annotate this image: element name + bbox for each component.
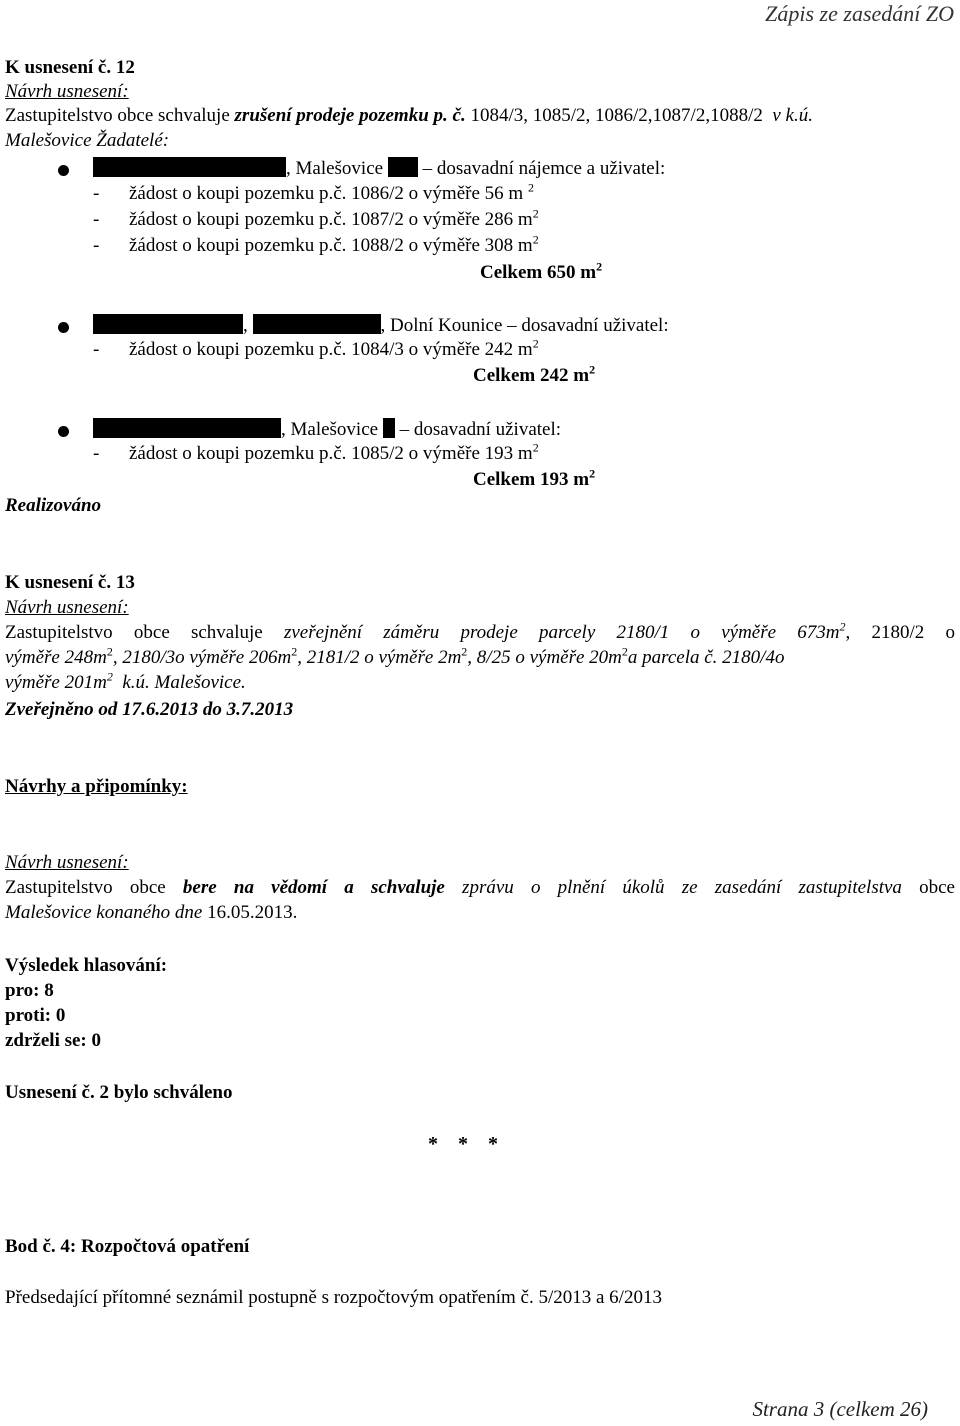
resolution-12-proposal-label: Návrh usnesení: (5, 81, 129, 102)
redacted-name (253, 314, 381, 334)
report-text-line1: Zastupitelstvo obce bere na vědomí a schvaluje zprávu o plnění úkolů ze zasedání zastupitelstva obce (5, 877, 955, 898)
item-4-heading: Bod č. 4: Rozpočtová opatření (5, 1236, 250, 1257)
applicant-2: , , Dolní Kounice – dosavadní uživatel: (93, 314, 669, 337)
resolution-12-status: Realizováno (5, 495, 102, 516)
item-4-text: Předsedající přítomné seznámil postupně s rozpočtovým opatřením č. 5/2013 a 6/2013 (5, 1287, 662, 1308)
resolution-13-published: Zveřejněno od 17.6.2013 do 3.7.2013 (5, 699, 294, 720)
vote-abstain: zdrželi se: 0 (5, 1030, 102, 1051)
resolution-12-heading: K usnesení č. 12 (5, 57, 135, 78)
applicant-3-item: - žádost o koupi pozemku p.č. 1085/2 o výměře 193 $m^2$ (93, 440, 539, 464)
resolution-13-text-line2: výměře $248m^2$, 2180/3o výměře $206m^2$, 2181/2 o výměře $2m^2$, 8/25 o výměře $20m^2a$ parcela č. 2180/4o (5, 644, 785, 668)
bullet (58, 322, 69, 333)
resolution-13-proposal-label: Návrh usnesení: (5, 597, 129, 618)
applicant-1: , Malešovice – dosavadní nájemce a uživatel: (93, 157, 665, 180)
applicant-3: , Malešovice – dosavadní uživatel: (93, 418, 561, 441)
redacted-name (93, 314, 243, 334)
applicant-3-total: Celkem 193 $m^2$ (473, 466, 596, 490)
section-separator: * * * (428, 1133, 498, 1155)
bullet (58, 165, 69, 176)
applicant-1-item: - žádost o koupi pozemku p.č. 1087/2 o výměře 286 $m^2$ (93, 206, 539, 230)
resolution-12-text-line2: Malešovice Žadatelé: (5, 130, 170, 151)
resolution-13-text-line1: Zastupitelstvo obce schvaluje zveřejnění záměru prodeje parcely 2180/1 o výměře $673m^2$, 2180/2 o (5, 619, 955, 643)
applicant-2-item: - žádost o koupi pozemku p.č. 1084/3 o výměře 242 $m^2$ (93, 336, 539, 360)
redacted-house-number (383, 418, 395, 438)
redacted-name (93, 418, 281, 438)
report-text-line2: Malešovice konaného dne 16.05.2013. (5, 902, 298, 923)
applicant-1-total: Celkem 650 $m^2$ (480, 259, 603, 283)
resolution-13-text-line3: výměře $201m^2$ k.ú. Malešovice. (5, 669, 246, 693)
applicant-2-total: Celkem 242 $m^2$ (473, 362, 596, 386)
report-proposal-label: Návrh usnesení: (5, 852, 129, 873)
applicant-1-item: - žádost o koupi pozemku p.č. 1088/2 o výměře 308 $m^2$ (93, 232, 539, 256)
vote-against: proti: 0 (5, 1005, 66, 1026)
document-header-title: Zápis ze zasedání ZO (765, 1, 954, 26)
resolution-13-heading: K usnesení č. 13 (5, 572, 135, 593)
vote-for: pro: 8 (5, 980, 54, 1001)
vote-heading: Výsledek hlasování: (5, 955, 168, 976)
approved-statement: Usnesení č. 2 bylo schváleno (5, 1082, 233, 1103)
resolution-12-text-line1: Zastupitelstvo obce schvaluje zrušení prodeje pozemku p. č. 1084/3, 1085/2, 1086/2,1087/2,1088/2 v k.ú. (5, 105, 813, 126)
redacted-name (93, 157, 286, 177)
bullet (58, 426, 69, 437)
page-number: Strana 3 (celkem 26) (752, 1397, 928, 1421)
applicant-1-item: - žádost o koupi pozemku p.č. 1086/2 o výměře 56 m $^2$ (93, 180, 534, 204)
suggestions-heading: Návrhy a připomínky: (5, 776, 188, 797)
redacted-house-number (388, 157, 418, 177)
